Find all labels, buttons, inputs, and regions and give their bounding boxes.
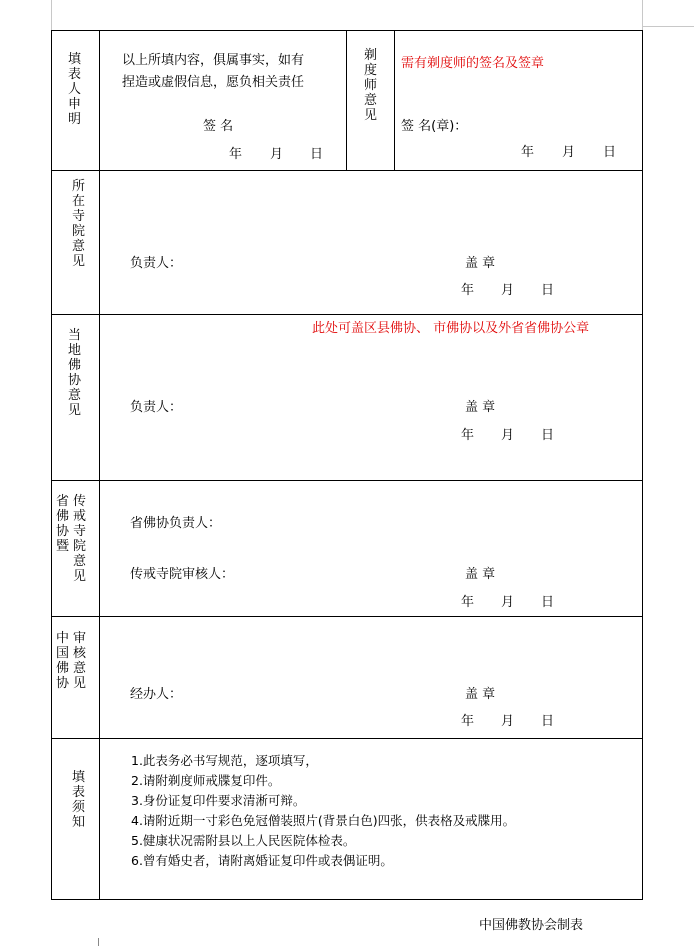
ordination-temple-reviewer-label: 传戒寺院审核人： [130,567,235,582]
footer-maker: 中国佛教协会制表 [479,918,584,933]
instructions-list [131,751,515,871]
provincial-label-col2: 传戒寺院意见 [72,494,86,584]
provincial-date-year: 年 [461,595,475,610]
tonsure-master-label: 剃度师意见 [363,48,377,123]
applicant-date-day: 日 [310,147,324,162]
provincial-label-col1: 省佛协暨 [55,494,69,554]
local-association-note: 此处可盖区县佛协、 市佛协以及外省省佛协公章 [312,321,590,336]
instruction-item: 6.曾有婚史者，请附离婚证复印件或表偶证明。 [131,853,393,868]
tonsure-master-note: 需有剃度师的签名及签章 [401,56,545,71]
applicant-statement-line1: 以上所填内容，俱属事实，如有 [122,53,305,68]
row-divider [51,480,643,481]
provincial-date-month: 月 [501,595,515,610]
provincial-person-label: 省佛协负责人： [130,516,222,531]
instruction-item: 4.请附近期一寸彩色免冠僧装照片(背景白色)四张，供表格及戒牒用。 [131,813,516,828]
local-association-seal-label: 盖 章 [465,400,496,415]
local-association-date-day: 日 [541,428,555,443]
local-association-date-year: 年 [461,428,475,443]
text-cursor [98,938,99,946]
national-date-day: 日 [541,714,555,729]
row-divider [51,314,643,315]
national-date-month: 月 [501,714,515,729]
national-handler-label: 经办人： [130,687,183,702]
local-association-date-month: 月 [501,428,515,443]
instruction-item: 1.此表务必书写规范，逐项填写， [131,753,318,768]
instruction-item: 2.请附剃度师戒牒复印件。 [131,773,281,788]
temple-opinion-label: 所在寺院意见 [71,179,85,269]
margin-mark-right-edge [642,26,694,27]
instruction-item: 3.身份证复印件要求清淅可辩。 [131,793,306,808]
tonsure-master-date-year: 年 [521,145,535,160]
national-label-col2: 审核意见 [72,631,86,691]
national-date-year: 年 [461,714,475,729]
row-divider [51,170,643,171]
applicant-sign-label: 签 名 [203,119,234,134]
tonsure-master-date-month: 月 [562,145,576,160]
row-divider [51,616,643,617]
temple-date-year: 年 [461,283,475,298]
temple-date-month: 月 [501,283,515,298]
local-association-label: 当地佛协意见 [67,328,81,418]
provincial-date-day: 日 [541,595,555,610]
applicant-label: 填表人申明 [67,52,81,127]
tonsure-master-sign-label: 签 名(章)： [401,119,468,134]
national-label-col1: 中国佛协 [55,631,69,691]
row-divider [51,738,643,739]
row1-divider-b [394,30,395,170]
temple-seal-label: 盖 章 [465,256,496,271]
temple-person-label: 负责人： [130,256,183,271]
temple-date-day: 日 [541,283,555,298]
tonsure-master-date-day: 日 [603,145,617,160]
margin-mark-left [51,0,52,30]
row1-divider-a [346,30,347,170]
applicant-date-month: 月 [270,147,284,162]
provincial-seal-label: 盖 章 [465,567,496,582]
local-association-person-label: 负责人： [130,400,183,415]
label-column-divider [99,30,100,900]
national-seal-label: 盖 章 [465,687,496,702]
applicant-date-year: 年 [229,147,243,162]
applicant-statement-line2: 捏造或虚假信息，愿负相关责任 [122,75,305,90]
page-top [0,0,700,30]
instruction-item: 5.健康状况需附县以上人民医院体检表。 [131,833,356,848]
instructions-label: 填表须知 [71,770,85,830]
